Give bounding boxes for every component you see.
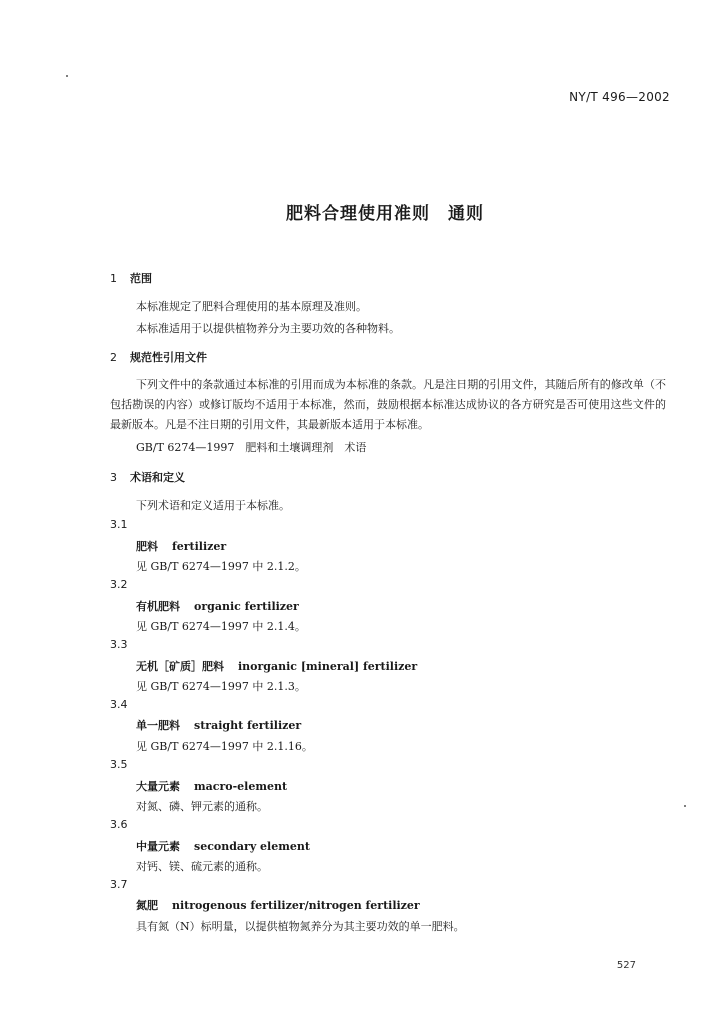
term-description: 见 GB/T 6274—1997 中 2.1.2。 — [136, 560, 306, 573]
section-title: 范围 — [130, 272, 152, 285]
clause-number: 3.3 — [110, 638, 128, 651]
term-entry — [136, 897, 420, 913]
term-cn: 无机［矿质］肥料 — [136, 660, 224, 673]
standard-code: NY/T 496—2002 — [569, 90, 670, 104]
document-title: 肥料合理使用准则 通则 — [286, 204, 484, 224]
term-description: 具有氮（N）标明量，以提供植物氮养分为其主要功效的单一肥料。 — [136, 920, 465, 933]
definitions-intro: 下列术语和定义适用于本标准。 — [136, 499, 290, 512]
section-number: 2 — [110, 351, 117, 364]
term-entry — [136, 838, 310, 854]
page-number: 527 — [616, 960, 636, 971]
term-en: macro-element — [194, 780, 288, 793]
term-cn: 有机肥料 — [136, 600, 180, 613]
term-en: nitrogenous fertilizer/nitrogen fertilizer — [172, 899, 420, 912]
clause-number: 3.6 — [110, 818, 128, 831]
reference-item: GB/T 6274—1997 肥料和土壤调理剂 术语 — [136, 441, 367, 454]
section-title: 规范性引用文件 — [130, 351, 207, 364]
clause-number: 3.7 — [110, 878, 128, 891]
term-entry — [136, 538, 226, 554]
term-description: 见 GB/T 6274—1997 中 2.1.16。 — [136, 740, 313, 753]
section-heading-2 — [110, 349, 207, 365]
term-description: 对氮、磷、钾元素的通称。 — [136, 800, 268, 813]
section-heading-1 — [110, 270, 152, 286]
term-cn: 肥料 — [136, 540, 158, 553]
section-title: 术语和定义 — [130, 471, 185, 484]
clause-number: 3.1 — [110, 518, 128, 531]
clause-number: 3.5 — [110, 758, 128, 771]
term-en: organic fertilizer — [194, 600, 299, 613]
term-cn: 大量元素 — [136, 780, 180, 793]
term-description: 对钙、镁、硫元素的通称。 — [136, 860, 268, 873]
term-entry — [136, 598, 299, 614]
clause-number: 3.2 — [110, 578, 128, 591]
section-number: 1 — [110, 272, 117, 285]
term-en: straight fertilizer — [194, 719, 302, 732]
term-cn: 中量元素 — [136, 840, 180, 853]
term-entry — [136, 717, 301, 733]
term-entry — [136, 778, 287, 794]
term-cn: 单一肥料 — [136, 719, 180, 732]
term-en: secondary element — [194, 840, 310, 853]
clause-number: 3.4 — [110, 698, 128, 711]
term-en: fertilizer — [172, 540, 227, 553]
scan-speck — [684, 805, 686, 807]
term-description: 见 GB/T 6274—1997 中 2.1.3。 — [136, 680, 306, 693]
section-heading-3 — [110, 469, 185, 485]
term-cn: 氮肥 — [136, 899, 158, 912]
term-description: 见 GB/T 6274—1997 中 2.1.4。 — [136, 620, 306, 633]
section-number: 3 — [110, 471, 117, 484]
term-en: inorganic [mineral] fertilizer — [238, 660, 418, 673]
scan-speck — [66, 75, 68, 77]
references-intro: 下列文件中的条款通过本标准的引用而成为本标准的条款。凡是注日期的引用文件，其随后所有的修改单（不包括勘误的内容）或修订版均不适用于本标准，然而，鼓励根据本标准达成协议的各方研究是否可使用这些文件的最新版本。凡是不注日期的引用文件，其最新版本适用于本标准。 — [110, 378, 666, 431]
term-entry — [136, 658, 417, 674]
scope-paragraph-1: 本标准规定了肥料合理使用的基本原理及准则。 — [136, 300, 367, 313]
scope-paragraph-2: 本标准适用于以提供植物养分为主要功效的各种物料。 — [136, 322, 400, 335]
